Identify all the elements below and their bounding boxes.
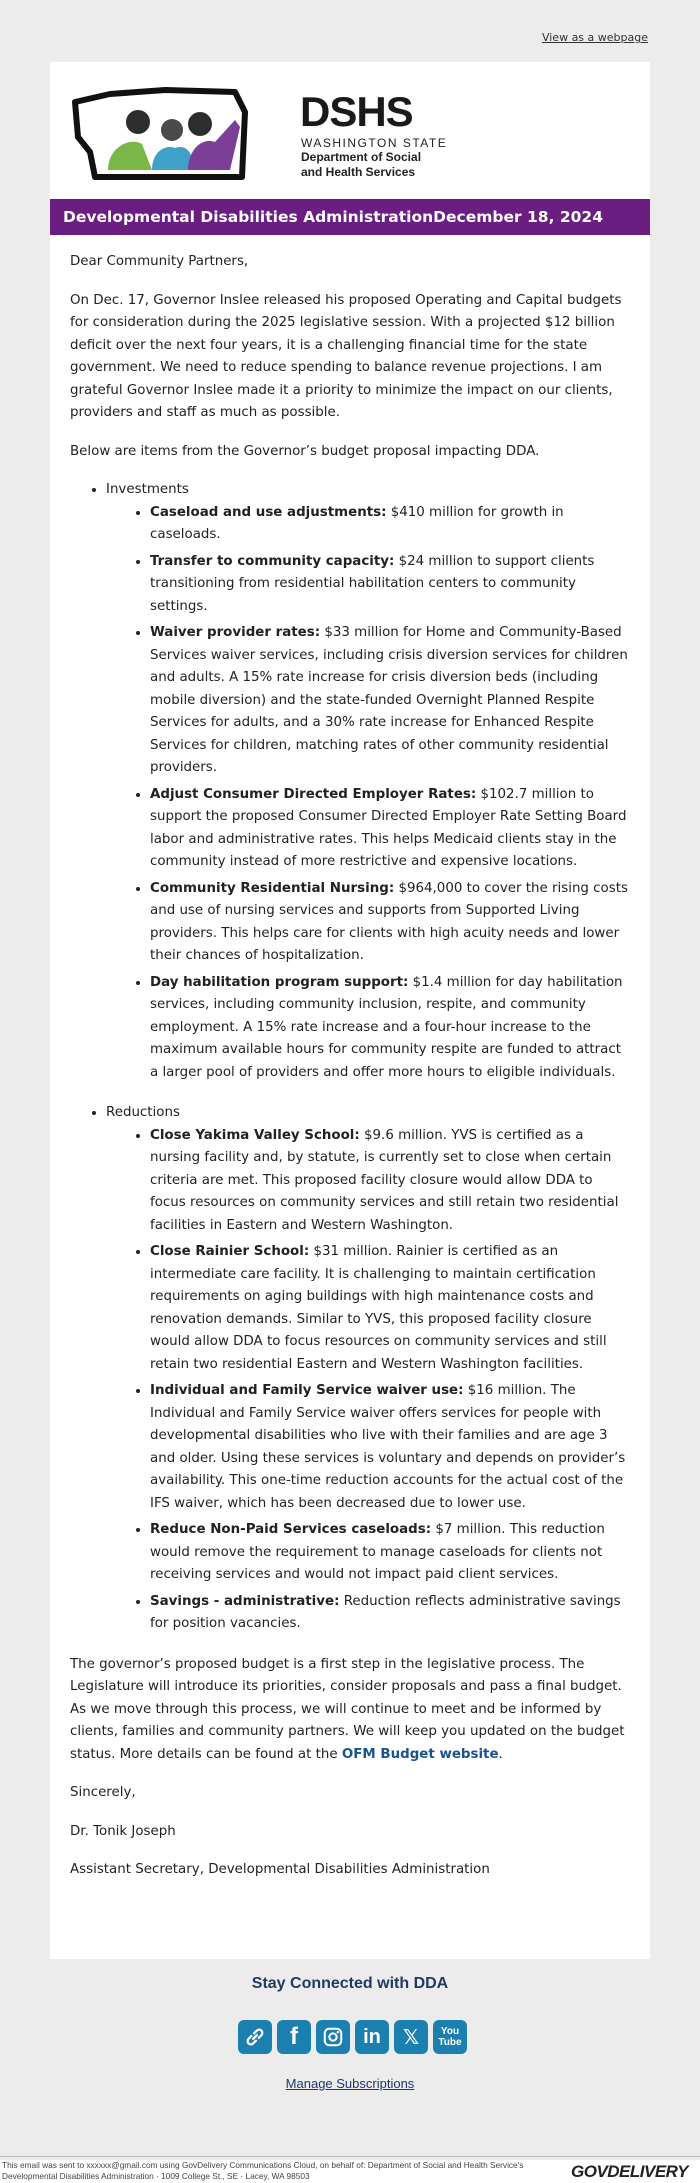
signer-name: Dr. Tonik Joseph xyxy=(70,1823,176,1839)
logo-dept-line1: Department of Social xyxy=(301,150,422,164)
social-icons xyxy=(238,2020,467,2054)
facebook-icon[interactable]: f xyxy=(277,2020,311,2054)
list-item: • Community Residential Nursing: $964,000 to cover the rising costs and use of nursing services and supports from Supported Living providers. This helps care for clients with high acuity needs and lower their chances of hospitalization. xyxy=(150,878,631,968)
logo-area xyxy=(50,62,650,199)
investments-section xyxy=(106,479,631,1084)
reductions-title: Reductions xyxy=(106,1105,180,1120)
list-item: • Transfer to community capacity: $24 million to support clients transitioning from residential habilitation centers to community settings. xyxy=(150,551,631,619)
youtube-icon[interactable]: You Tube xyxy=(433,2020,467,2054)
list-item: • Individual and Family Service waiver use: $16 million. The Individual and Family Service waiver offers services for people with developmental disabilities who live with their families and are age 3 and older. Using these services is voluntary and depends on provider’s availability. This one-time reduction accounts for the actual cost of the IFS waiver, which has been decreased due to lower use. xyxy=(150,1380,631,1515)
below-paragraph: Below are items from the Governor’s budget proposal impacting DDA. xyxy=(70,443,540,459)
list-item: • Adjust Consumer Directed Employer Rates: $102.7 million to support the proposed Consumer Directed Employer Rate Setting Board labor and administrative rates. This helps Medicaid clients stay in the community instead of more restrictive and expensive locations. xyxy=(150,784,631,874)
greeting: Dear Community Partners, xyxy=(70,254,249,269)
signoff: Sincerely, xyxy=(70,1785,136,1800)
list-item: • Savings - administrative: Reduction reflects administrative savings for position vacancies. xyxy=(150,1591,631,1636)
logo-acronym: DSHS xyxy=(300,88,413,135)
reductions-list xyxy=(106,1125,631,1636)
email-card xyxy=(50,62,650,1959)
list-item: • Caseload and use adjustments: $410 million for growth in caseloads. xyxy=(150,502,631,547)
logo-department xyxy=(301,150,421,180)
instagram-icon[interactable] xyxy=(316,2020,350,2054)
budget-list xyxy=(70,479,631,1636)
banner-org: Developmental Disabilities Administration xyxy=(63,208,434,226)
ofm-budget-link[interactable]: OFM Budget website xyxy=(341,1746,499,1762)
list-item: • Close Rainier School: $31 million. Rainier is certified as an intermediate care facility. It is challenging to maintain certification requirements on aging buildings with high maintenance costs and renovation demands. Similar to YVS, this proposed facility closure would allow DDA to focus resources on community services and still retain two residential Eastern and Western Washington facilities. xyxy=(150,1241,631,1376)
logo-state: WASHINGTON STATE xyxy=(301,136,448,150)
footer-text: This email was sent to xxxxxx@gmail.com using GovDelivery Communications Cloud, on behalf of: Department of Social and Health Service's Developmental Disabilities Administration · 1009 College St., SE · Lacey, WA 98503 xyxy=(2,2160,524,2181)
list-item: • Day habilitation program support: $1.4 million for day habilitation services, including community inclusion, respite, and community employment. A 15% rate increase and a four-hour increase to the maximum available hours for community respite are funded to attract a larger pool of providers and offer more hours to eligible individuals. xyxy=(150,972,631,1085)
dshs-logo-icon xyxy=(70,82,295,182)
investments-title: Investments xyxy=(106,482,189,497)
banner xyxy=(50,199,650,235)
manage-subscriptions-link[interactable]: Manage Subscriptions xyxy=(285,2076,415,2091)
view-as-webpage-link[interactable]: View as a webpage xyxy=(541,31,648,44)
signer-title: Assistant Secretary, Developmental Disabilities Administration xyxy=(70,1862,490,1877)
intro-paragraph: On Dec. 17, Governor Inslee released his proposed Operating and Capital budgets for consideration during the 2025 legislative session. With a projected $12 billion deficit over the next four years, it is a challenging financial time for the state government. We need to reduce spending to balance revenue projections. I am grateful Governor Inslee made it a priority to minimize the impact on our clients, providers and staff as much as possible. xyxy=(70,292,622,420)
closing-paragraph: The governor’s proposed budget is a first step in the legislative process. The Legislature will introduce its priorities, consider proposals and pass a final budget. As we move through this process, we will continue to meet and be informed by clients, families and community partners. We will keep you updated on the budget status. More details can be found at the OFM Budget website. xyxy=(70,1656,625,1762)
reductions-section xyxy=(106,1102,631,1636)
letter-body xyxy=(50,235,650,1882)
govdelivery-logo: GOVDELIVERY xyxy=(571,2162,688,2181)
x-icon[interactable]: 𝕏 xyxy=(394,2020,428,2054)
link-icon[interactable] xyxy=(238,2020,272,2054)
list-item: • Close Yakima Valley School: $9.6 million. YVS is certified as a nursing facility and, by statute, is currently set to close when certain criteria are met. This proposed facility closure would allow DDA to focus resources on community services and still retain two residential facilities in Eastern and Western Washington. xyxy=(150,1125,631,1238)
logo-dept-line2: and Health Services xyxy=(301,165,416,179)
stay-connected-heading: Stay Connected with DDA xyxy=(251,1975,449,1992)
list-item: • Reduce Non-Paid Services caseloads: $7 million. This reduction would remove the requirement to manage caseloads for clients not receiving services and would not impact paid client services. xyxy=(150,1519,631,1587)
top-bar xyxy=(0,0,700,62)
list-item: • Waiver provider rates: $33 million for Home and Community-Based Services waiver services, including crisis diversion services for children and adults. A 15% rate increase for crisis diversion beds (including mobile diversion) and the state-funded Overnight Planned Respite Services for adults, and a 30% rate increase for Enhanced Respite Services for children, matching rates of other community residential providers. xyxy=(150,622,631,780)
banner-date: December 18, 2024 xyxy=(433,208,603,226)
footer-divider xyxy=(0,2156,700,2157)
linkedin-icon[interactable]: in xyxy=(355,2020,389,2054)
investments-list xyxy=(106,502,631,1085)
